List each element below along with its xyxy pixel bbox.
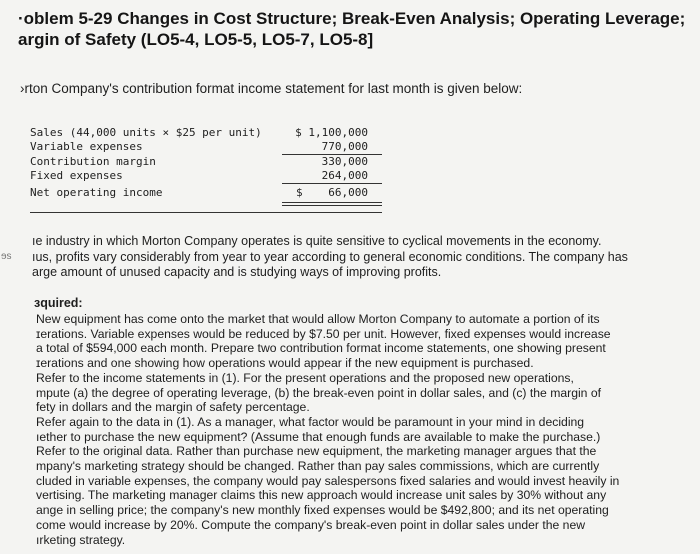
required-line: cluded in variable expenses, the company would pay salespersons fixed salaries and would invest heavily in [36, 473, 620, 488]
paragraph-line: arge amount of unused capacity and is studying ways of improving profits. [32, 265, 442, 279]
stmt-label-contribution: Contribution margin [30, 155, 156, 168]
required-line: fety in dollars and the margin of safety percentage. [36, 400, 310, 415]
stmt-value-fixed: 264,000 [321, 169, 368, 182]
required-line: ıether to purchase the new equipment? (Assume that enough funds are available to make the purchase.) [36, 429, 601, 444]
required-line: mpany's marketing strategy should be changed. Rather than pay sales commissions, which are currently [36, 459, 600, 474]
required-line: ange in selling price; the company's new monthly fixed expenses would be $492,800; and its net operating [36, 503, 609, 518]
stmt-value-contribution: 330,000 [321, 155, 368, 168]
stmt-value-sales: $ 1,100,000 [295, 126, 368, 139]
stmt-double-rule [282, 205, 382, 206]
required-line: Refer to the original data. Rather than purchase new equipment, the marketing manager argues that the [36, 444, 597, 459]
stmt-label-fixed: Fixed expenses [30, 169, 123, 182]
required-line: New equipment has come onto the market that would allow Morton Company to automate a portion of its [36, 312, 600, 326]
required-line: Refer to the income statements in (1). For the present operations and the proposed new operations, [36, 370, 574, 385]
stmt-value-noi: 66,000 [328, 186, 368, 199]
stmt-label-noi: Net operating income [30, 186, 163, 199]
stmt-label-sales: Sales (44,000 units × $25 per unit) [30, 126, 262, 139]
stmt-label-variable: Variable expenses [30, 140, 143, 153]
title-line-1: ·oblem 5-29 Changes in Cost Structure; Break-Even Analysis; Operating Leverage; [18, 9, 686, 28]
required-line: ɪerations. Variable expenses would be reduced by $7.50 per unit. However, fixed expenses would increase [36, 326, 611, 341]
required-line: ɪerations and one showing how operations would appear if the new equipment is purchased. [36, 356, 534, 371]
intro-text: ›rton Company's contribution format income statement for last month is given below: [20, 81, 523, 96]
paragraph-line: ıus, profits vary considerably from year to year according to general economic conditions. The company has [32, 249, 628, 264]
stmt-double-rule [282, 202, 382, 203]
required-line: mpute (a) the degree of operating leverage, (b) the break-even point in dollar sales, and (c) the margin of [36, 385, 602, 400]
required-line: ırketing strategy. [36, 532, 126, 547]
income-statement [30, 122, 382, 214]
stmt-bottom-rule [30, 212, 382, 213]
industry-paragraph [32, 234, 682, 281]
stmt-value-variable: 770,000 [321, 140, 368, 153]
required-heading: ɜquired: [34, 296, 83, 310]
title-line-2: argin of Safety (LO5-4, LO5-5, LO5-7, LO5-8] [18, 30, 374, 49]
paragraph-line: ıe industry in which Morton Company operates is quite sensitive to cyclical movements in the economy. [32, 234, 602, 248]
problem-title [18, 8, 694, 50]
stmt-currency-noi: $ [296, 186, 303, 199]
required-list [36, 312, 676, 547]
required-line: vertising. The marketing manager claims this new approach would increase unit sales by 30% without any [36, 488, 607, 503]
required-line: Refer again to the data in (1). As a manager, what factor would be paramount in your mind in deciding [36, 414, 585, 429]
required-line: a total of $594,000 each month. Prepare two contribution format income statements, one showing present [36, 341, 606, 356]
required-line: come would increase by 20%. Compute the company's break-even point in dollar sales under the new [36, 517, 586, 532]
margin-mark: ɘs [1, 251, 12, 262]
stmt-rule [282, 183, 382, 184]
